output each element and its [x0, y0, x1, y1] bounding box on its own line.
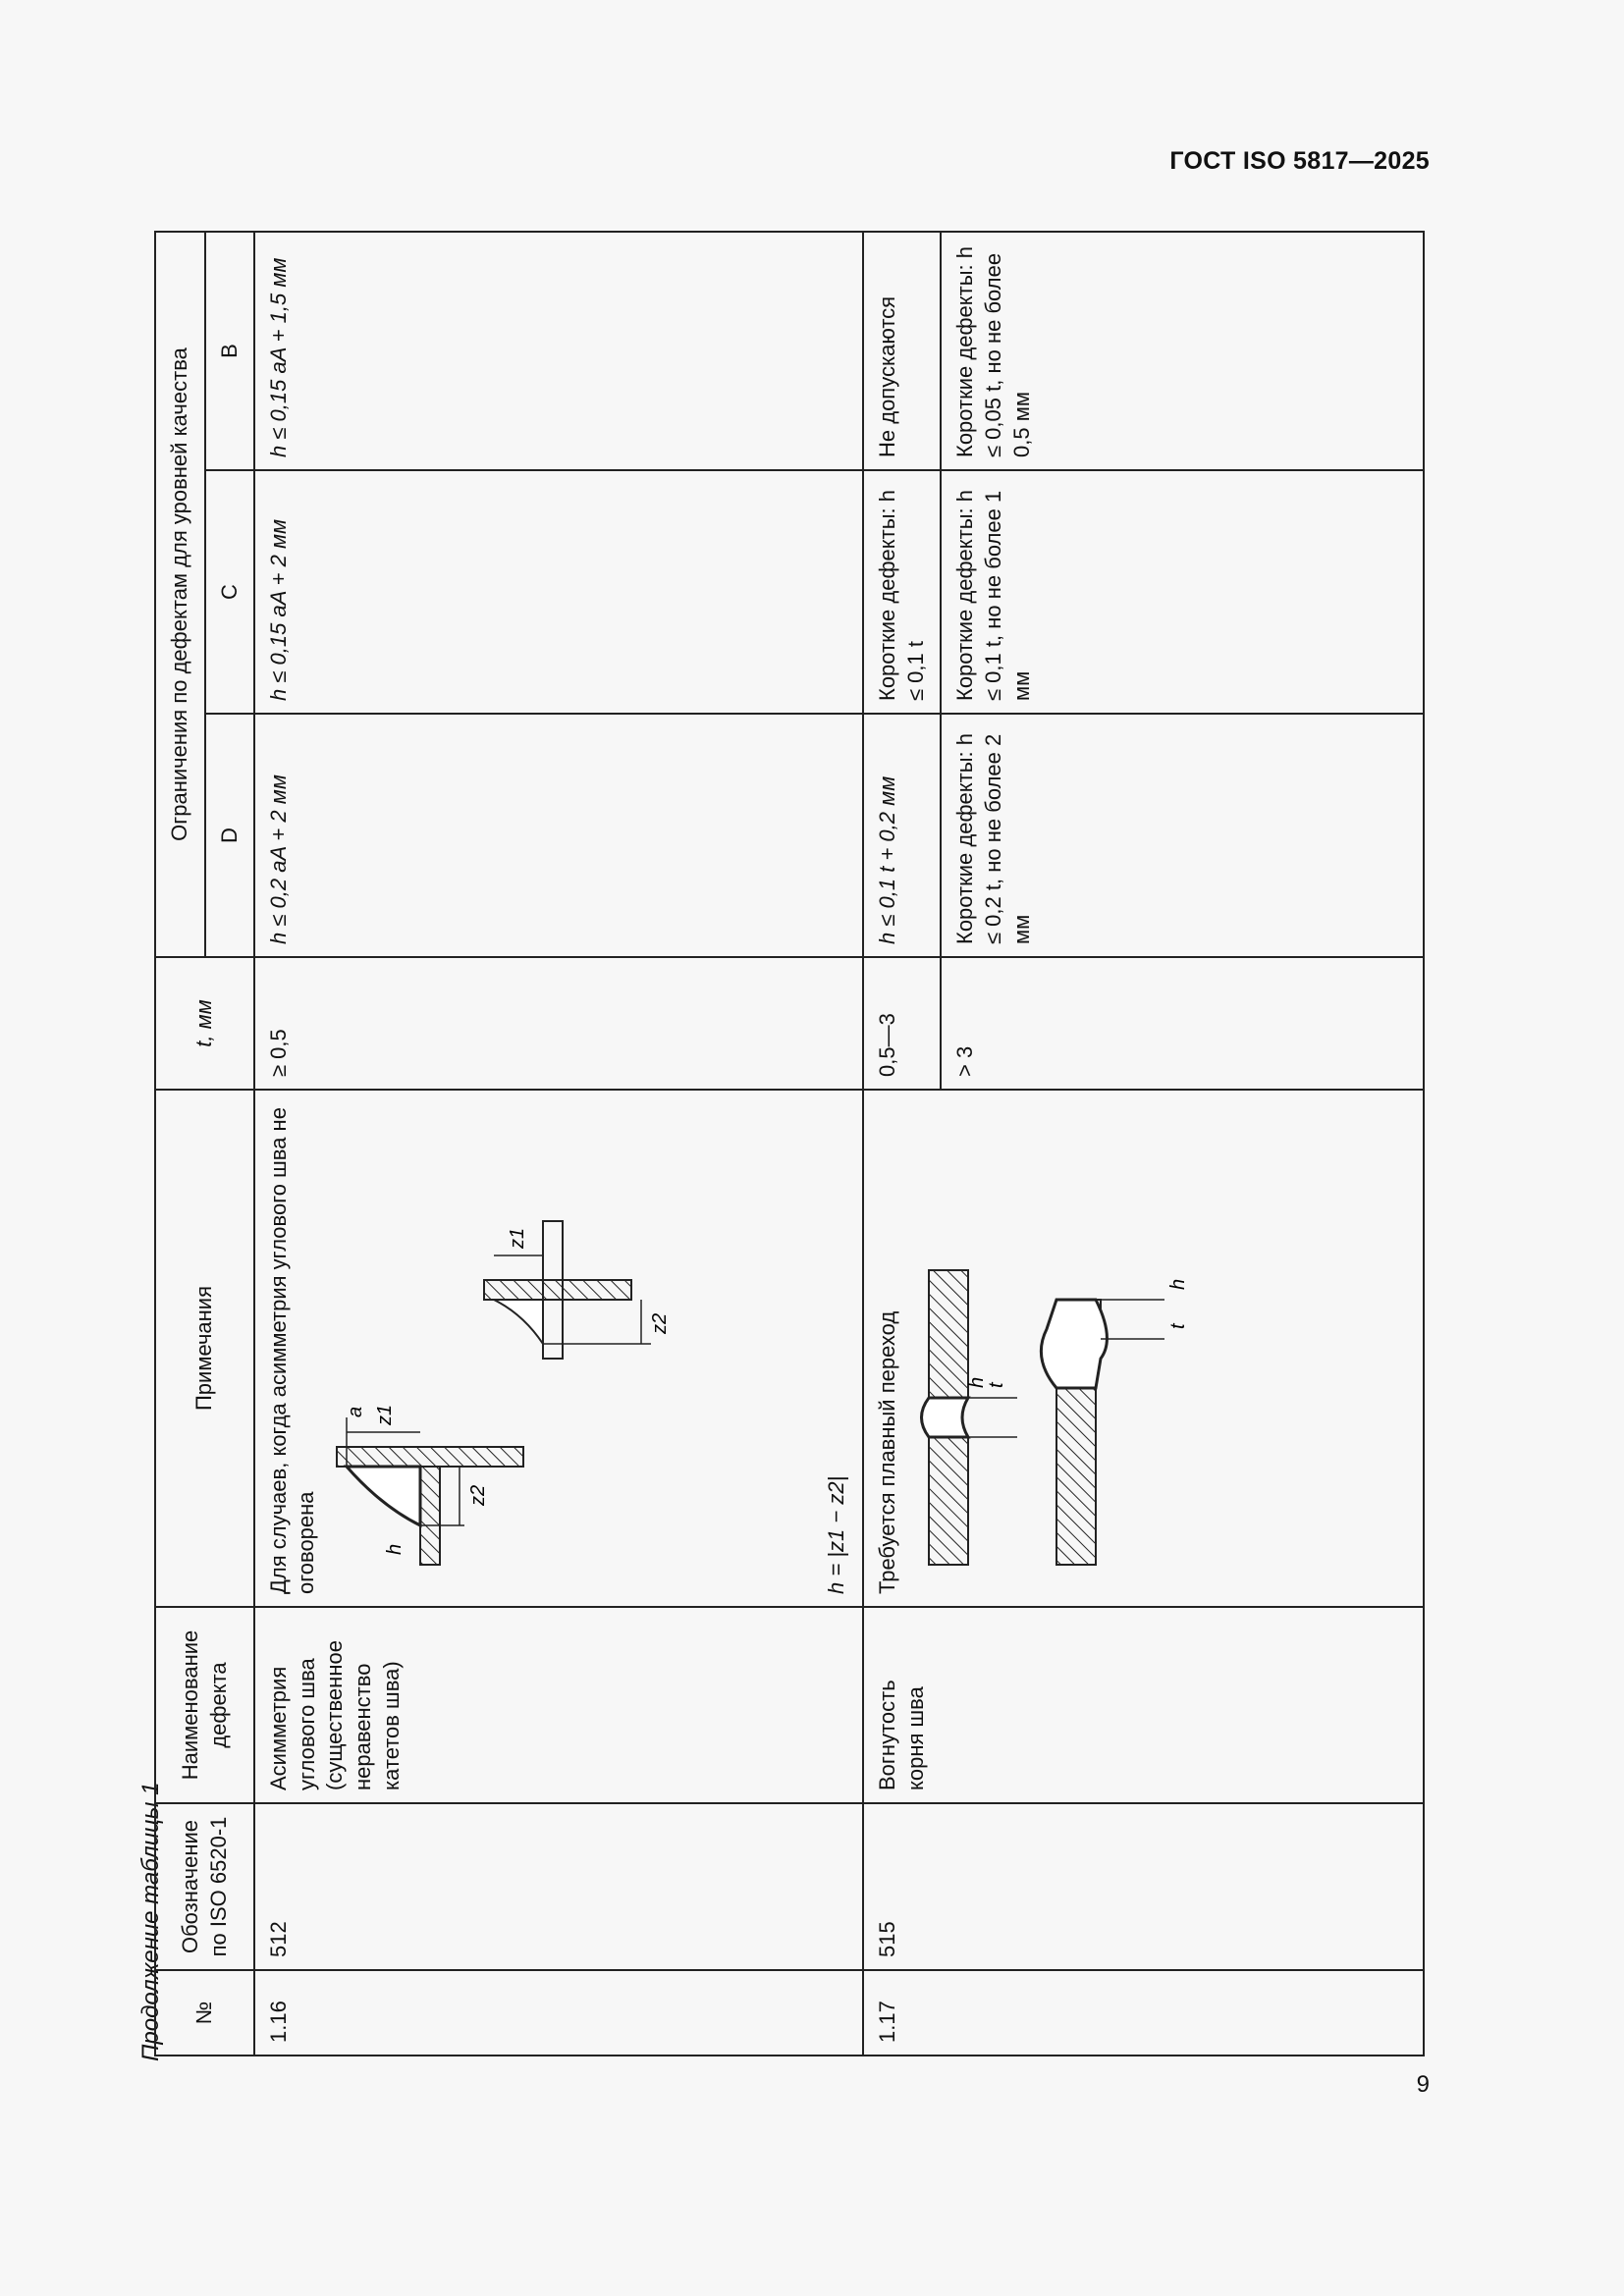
- label-t-lower: t: [1166, 1323, 1189, 1329]
- label-h: h: [965, 1376, 988, 1388]
- row-limit-b: Не допускаются: [863, 232, 941, 470]
- fillet-asymmetry-figure: [327, 1103, 720, 1594]
- header-thickness: t, мм: [155, 957, 254, 1090]
- row-defect-name: Вогнутость корня шва: [863, 1607, 1424, 1803]
- row-limit-b: h ≤ 0,15 aA + 1,5 мм: [254, 232, 863, 470]
- row-thickness: 0,5—3: [863, 957, 941, 1090]
- header-limits: Ограничения по дефектам для уровней качества: [155, 232, 205, 957]
- header-level-b: B: [205, 232, 255, 470]
- asymmetry-formula: h = |z1 − z2|: [823, 1475, 848, 1594]
- row-iso-code: 515: [863, 1803, 1424, 1970]
- row-notes: [863, 1090, 1424, 1607]
- row-notes: [254, 1090, 863, 1607]
- header-level-c: C: [205, 470, 255, 714]
- table-row: [254, 232, 863, 2056]
- row-iso-code: 512: [254, 1803, 863, 1970]
- table-continuation-caption: Продолжение таблицы 1: [137, 1782, 164, 2061]
- document-code: ГОСТ ISO 5817—2025: [1169, 147, 1430, 175]
- header-level-d: D: [205, 714, 255, 957]
- label-z1-lower: z1: [507, 1227, 529, 1249]
- note-text: Для случаев, когда асимметрия углового шва не оговорена: [266, 1107, 318, 1594]
- label-t: t: [985, 1382, 1007, 1388]
- header-notes: Примечания: [155, 1090, 254, 1607]
- note-text: Требуется плавный переход: [875, 1310, 900, 1594]
- root-concavity-figure: [909, 1103, 1204, 1594]
- row-limit-d: h ≤ 0,1 t + 0,2 мм: [863, 714, 941, 957]
- label-z2: z2: [467, 1484, 490, 1506]
- label-h-lower: h: [1166, 1278, 1189, 1290]
- row-limit-b: Короткие дефекты: h ≤ 0,05 t, но не более 0,5 мм: [941, 232, 1424, 470]
- row-number: 1.16: [254, 1970, 863, 2056]
- rotated-table-wrapper: [154, 233, 1425, 2056]
- row-thickness: ≥ 0,5: [254, 957, 863, 1090]
- row-number: 1.17: [863, 1970, 1424, 2056]
- table-row: [863, 232, 941, 2056]
- header-name: Наименование дефекта: [155, 1607, 254, 1803]
- row-limit-c: Короткие дефекты: h ≤ 0,1 t: [863, 470, 941, 714]
- page-number: 9: [1416, 2071, 1430, 2098]
- row-limit-d: Короткие дефекты: h ≤ 0,2 t, но не более 2 мм: [941, 714, 1424, 957]
- label-z2-lower: z2: [649, 1312, 672, 1334]
- label-h: h: [384, 1543, 406, 1555]
- row-limit-c: h ≤ 0,15 aA + 2 мм: [254, 470, 863, 714]
- defects-table: [154, 231, 1425, 2056]
- row-limit-c: Короткие дефекты: h ≤ 0,1 t, но не более 1 мм: [941, 470, 1424, 714]
- header-row: [155, 232, 205, 2056]
- row-thickness: > 3: [941, 957, 1424, 1090]
- header-no: №: [155, 1970, 254, 2056]
- header-iso: Обозначение по ISO 6520-1: [155, 1803, 254, 1970]
- label-z1: z1: [374, 1404, 397, 1425]
- label-a: a: [345, 1406, 367, 1417]
- row-defect-name: Асимметрия углового шва (существенное неравенство катетов шва): [254, 1607, 863, 1803]
- row-limit-d: h ≤ 0,2 aA + 2 мм: [254, 714, 863, 957]
